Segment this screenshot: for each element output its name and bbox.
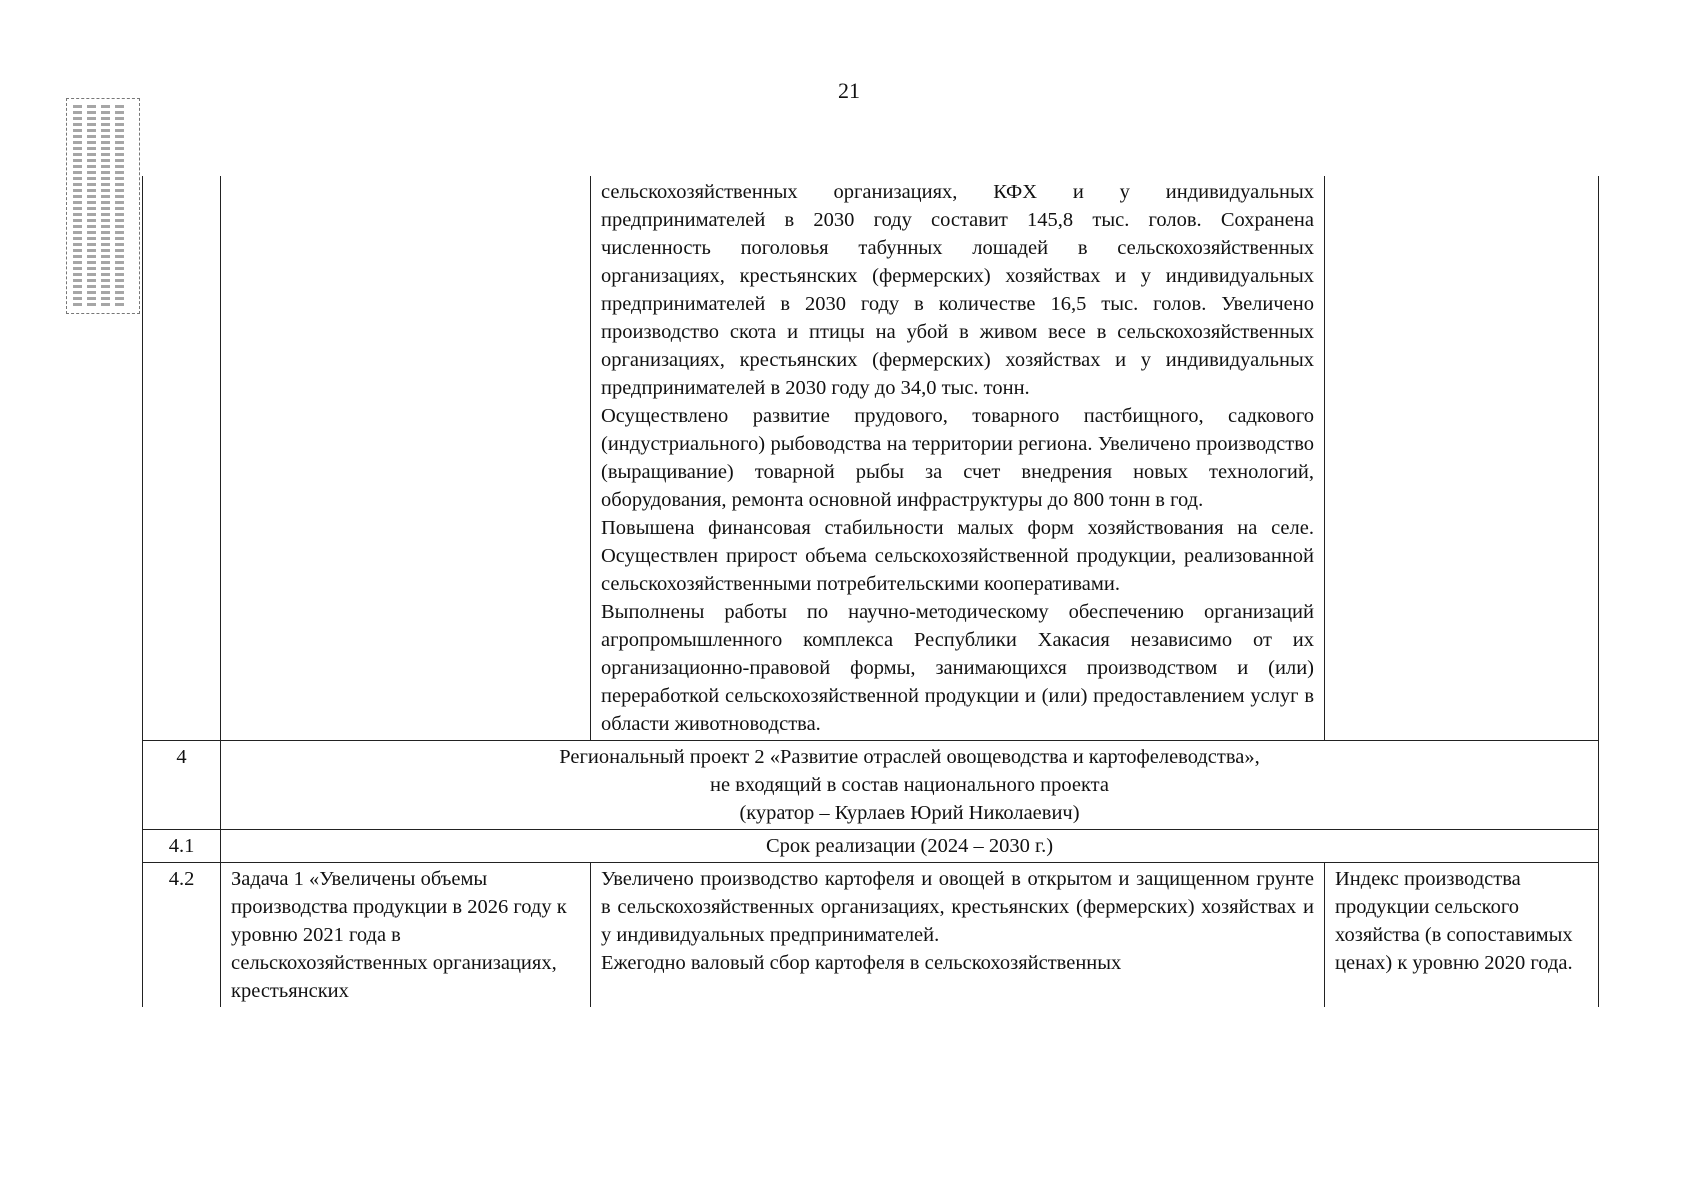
table-row-continued <box>143 176 1599 741</box>
result-paragraph: Ежегодно валовый сбор картофеля в сельскохозяйственных <box>601 952 1122 974</box>
row-number: 4 <box>143 741 221 830</box>
cell-number <box>143 176 221 741</box>
program-table <box>142 176 1599 1007</box>
cell-indicator <box>1325 176 1599 741</box>
table-row-project <box>143 741 1599 830</box>
result-paragraph: сельскохозяйственных организациях, КФХ и у индивидуальных предпринимателей в 2030 году составит 145,8 тыс. голов. Сохранена численность поголовья табунных лошадей в сельскохозяйственных организациях, крестьянских (фермерских) хозяйствах и у индивидуальных предпринимателей в 2030 году в количестве 16,5 тыс. голов. Увеличено производство скота и птицы на убой в живом весе в сельскохозяйственных организациях, крестьянских (фермерских) хозяйствах и у индивидуальных предпринимателей в 2030 году до 34,0 тыс. тонн. <box>601 181 1314 399</box>
result-paragraph: Выполнены работы по научно-методическому обеспечению организаций агропромышленного комплекса Республики Хакасия независимо от их организационно-правовой формы, занимающихся производством и (или) переработкой сельскохозяйственной продукции и (или) предоставлением услуг в области животноводства. <box>601 601 1314 735</box>
result-cell <box>591 863 1325 1008</box>
cell-task <box>221 176 591 741</box>
project-curator: (куратор – Курлаев Юрий Николаевич) <box>739 802 1080 824</box>
table-row-term <box>143 830 1599 863</box>
row-number: 4.1 <box>143 830 221 863</box>
result-paragraph: Повышена финансовая стабильности малых форм хозяйствования на селе. Осуществлен прирост объема сельскохозяйственной продукции, реализованной сельскохозяйственными потребительскими кооперативами. <box>601 517 1314 595</box>
task-cell: Задача 1 «Увеличены объемы производства продукции в 2026 году к уровню 2021 года в сельскохозяйственных организациях, крестьянских <box>221 863 591 1008</box>
registration-stamp <box>66 98 140 314</box>
row-number: 4.2 <box>143 863 221 1008</box>
table-row-task <box>143 863 1599 1008</box>
indicator-cell: Индекс производства продукции сельского хозяйства (в сопоставимых ценах) к уровню 2020 года. <box>1325 863 1599 1008</box>
project-title-line: Региональный проект 2 «Развитие отраслей овощеводства и картофелеводства», <box>559 746 1260 768</box>
project-title-cell <box>221 741 1599 830</box>
result-paragraph: Осуществлено развитие прудового, товарного пастбищного, садкового (индустриального) рыбоводства на территории региона. Увеличено производство (выращивание) товарной рыбы за счет внедрения новых технологий, оборудования, ремонта основной инфраструктуры до 800 тонн в год. <box>601 405 1314 511</box>
page-number: 21 <box>838 78 860 103</box>
result-paragraph: Увеличено производство картофеля и овощей в открытом и защищенном грунте в сельскохозяйственных организациях, крестьянских (фермерских) хозяйствах и у индивидуальных предпринимателей. <box>601 868 1314 946</box>
cell-result <box>591 176 1325 741</box>
project-title-line: не входящий в состав национального проекта <box>710 774 1109 796</box>
term-cell: Срок реализации (2024 – 2030 г.) <box>221 830 1599 863</box>
